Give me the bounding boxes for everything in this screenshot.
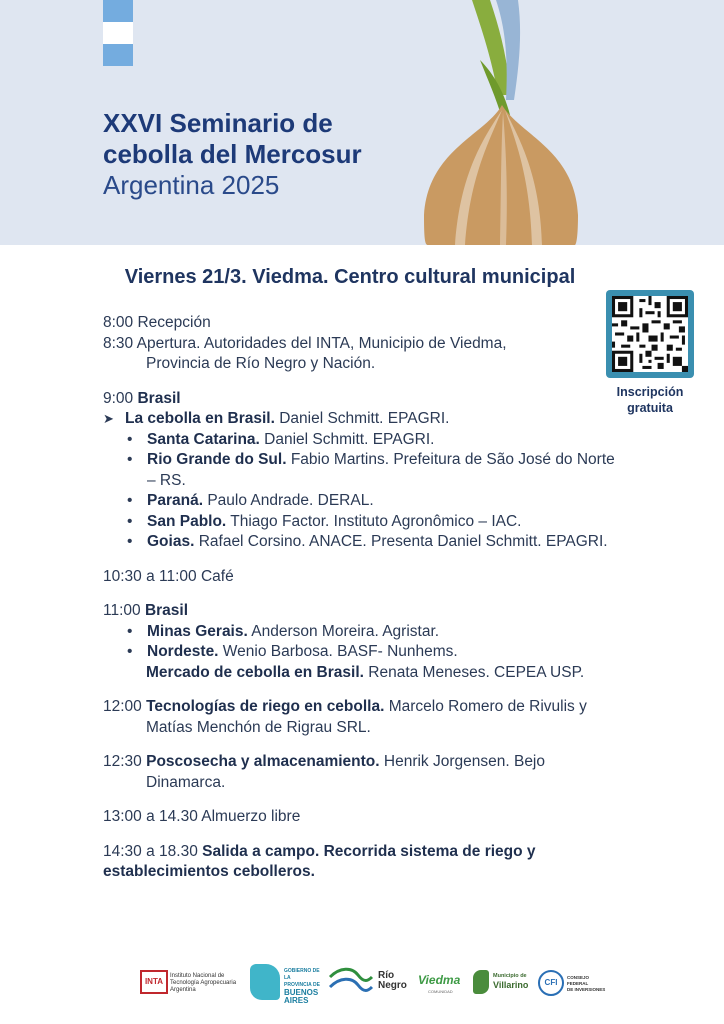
agenda-item-continued: Matías Menchón de Rigrau SRL. — [146, 718, 371, 736]
inta-text-2: Tecnología Agropecuaria — [170, 980, 237, 986]
agenda-topic: Tecnologías de riego en cebolla. — [146, 698, 385, 715]
agenda-time: 9:00 — [103, 389, 138, 407]
list-item-topic: Nordeste. — [147, 643, 219, 660]
bullet-icon: • — [127, 643, 133, 660]
ba-text-1: GOBIERNO DE LA — [284, 968, 320, 981]
list-item — [103, 491, 623, 512]
list-item-topic: Paraná. — [147, 492, 204, 509]
agenda-item — [103, 601, 623, 622]
bullet-icon: • — [127, 512, 133, 530]
sponsor-logos — [140, 962, 610, 1005]
ba-text-3: BUENOS — [284, 988, 319, 997]
argentina-flag-icon — [103, 0, 133, 66]
agenda-time: 14:30 a 18.30 — [103, 842, 203, 860]
rio-negro-wave-icon — [328, 967, 374, 997]
cfi-mark: CFI — [538, 970, 564, 996]
agenda-item-continued: Provincia de Río Negro y Nación. — [146, 355, 376, 372]
buenos-aires-logo — [250, 962, 325, 1005]
agenda-item — [103, 389, 623, 410]
agenda-time: 12:30 — [103, 753, 147, 770]
agenda-item: 13:00 a 14.30 Almuerzo libre — [103, 808, 301, 825]
cfi-text-1: CONSEJO FEDERAL — [567, 975, 590, 986]
rn-text-1: Río — [378, 970, 395, 981]
qr-label-line-2: gratuita — [627, 401, 673, 415]
agenda-topic: Brasil — [144, 602, 189, 619]
agenda-speaker: Renata Meneses. CEPEA USP. — [363, 663, 585, 681]
inta-mark: INTA — [140, 970, 168, 994]
agenda-topic: Mercado de cebolla en Brasil. — [146, 663, 364, 681]
agenda-item — [103, 842, 623, 863]
agenda-item-continued — [103, 862, 623, 883]
qr-label-line-1: Inscripción — [616, 385, 684, 399]
agenda-speaker: Daniel Schmitt. EPAGRI. — [274, 410, 450, 427]
inta-text-3: Argentina — [170, 987, 196, 993]
bullet-icon: • — [127, 533, 133, 550]
agenda-item-continued: Dinamarca. — [146, 773, 226, 791]
list-item-speaker: Paulo Andrade. DERAL. — [203, 492, 374, 509]
list-item-speaker: Thiago Factor. Instituto Agronômico – IAC. — [226, 512, 522, 530]
inta-logo — [140, 962, 245, 1002]
list-item-topic: Goias. — [147, 533, 195, 550]
inta-text-1: Instituto Nacional de — [170, 973, 225, 979]
agenda-item — [103, 752, 623, 773]
list-item-topic: Rio Grande do Sul. — [147, 451, 287, 468]
agenda-item: 8:30 Apertura. Autoridades del INTA, Municipio de Viedma, — [103, 334, 507, 352]
ba-text-4: AIRES — [284, 996, 309, 1005]
list-item-speaker: Anderson Moreira. Agristar. — [247, 622, 440, 640]
list-item-speaker: Rafael Corsino. ANACE. Presenta Daniel Schmitt. EPAGRI. — [194, 533, 608, 550]
list-item — [103, 512, 623, 533]
agenda-speaker: Marcelo Romero de Rivulis y — [384, 698, 587, 715]
agenda-item: 10:30 a 11:00 Café — [103, 567, 234, 585]
agenda-item — [103, 663, 623, 684]
agenda-topic: Poscosecha y almacenamiento. — [146, 753, 380, 770]
rn-text-2: Negro — [378, 980, 407, 991]
list-item — [103, 622, 623, 643]
agenda-speaker: Henrik Jorgensen. Bejo — [379, 753, 545, 770]
list-item-speaker: Daniel Schmitt. EPAGRI. — [259, 430, 435, 448]
page-title — [103, 108, 362, 201]
villarino-text-1: Municipio de — [493, 973, 527, 979]
list-item — [103, 450, 623, 491]
cfi-text-2: DE INVERSIONES — [567, 987, 606, 992]
arrow-bullet-icon: ➤ — [103, 411, 114, 426]
villarino-map-icon — [473, 970, 489, 994]
qr-code-icon — [612, 296, 688, 372]
viedma-text: Viedma — [418, 973, 461, 987]
onion-illustration-icon — [410, 0, 590, 245]
list-item — [103, 430, 623, 451]
title-line-2: cebolla del Mercosur — [103, 139, 362, 169]
header-banner — [0, 0, 724, 245]
agenda — [103, 313, 623, 883]
province-map-icon — [250, 964, 280, 1000]
ba-text-2: PROVINCIA DE — [284, 982, 320, 988]
agenda-topic: Brasil — [137, 389, 181, 407]
list-item-speaker: Wenio Barbosa. BASF- Nunhems. — [218, 643, 458, 660]
agenda-item: 8:00 Recepción — [103, 314, 211, 331]
title-line-3: Argentina 2025 — [103, 170, 280, 200]
list-item-speaker: Fabio Martins. Prefeitura de São José do Norte – RS. — [147, 451, 615, 489]
list-item — [103, 642, 623, 663]
viedma-sub: COMUNIDAD — [428, 989, 453, 994]
cfi-logo — [538, 962, 610, 1002]
rio-negro-logo — [328, 962, 408, 1002]
agenda-topic: Salida a campo. Recorrida sistema de riego y — [202, 842, 536, 860]
list-item — [103, 532, 623, 553]
bullet-icon: • — [127, 492, 133, 509]
bullet-icon: • — [127, 622, 133, 640]
agenda-item — [103, 697, 623, 718]
list-item-topic: Minas Gerais. — [147, 622, 248, 640]
list-item-topic: Santa Catarina. — [147, 430, 260, 448]
bullet-icon: • — [127, 451, 133, 468]
title-line-1: XXVI Seminario de — [103, 108, 333, 138]
agenda-topic: establecimientos cebolleros. — [103, 863, 315, 880]
list-item-topic: San Pablo. — [147, 512, 227, 530]
event-subtitle: Viernes 21/3. Viedma. Centro cultural municipal — [124, 266, 576, 288]
villarino-text-2: Villarino — [493, 980, 529, 990]
agenda-topic: La cebolla en Brasil. — [125, 410, 275, 427]
agenda-time: 11:00 — [103, 602, 145, 619]
agenda-time: 12:00 — [103, 698, 147, 715]
agenda-subitem — [103, 409, 623, 430]
villarino-logo — [473, 962, 535, 1002]
viedma-logo — [418, 962, 468, 1002]
bullet-icon: • — [127, 430, 133, 448]
